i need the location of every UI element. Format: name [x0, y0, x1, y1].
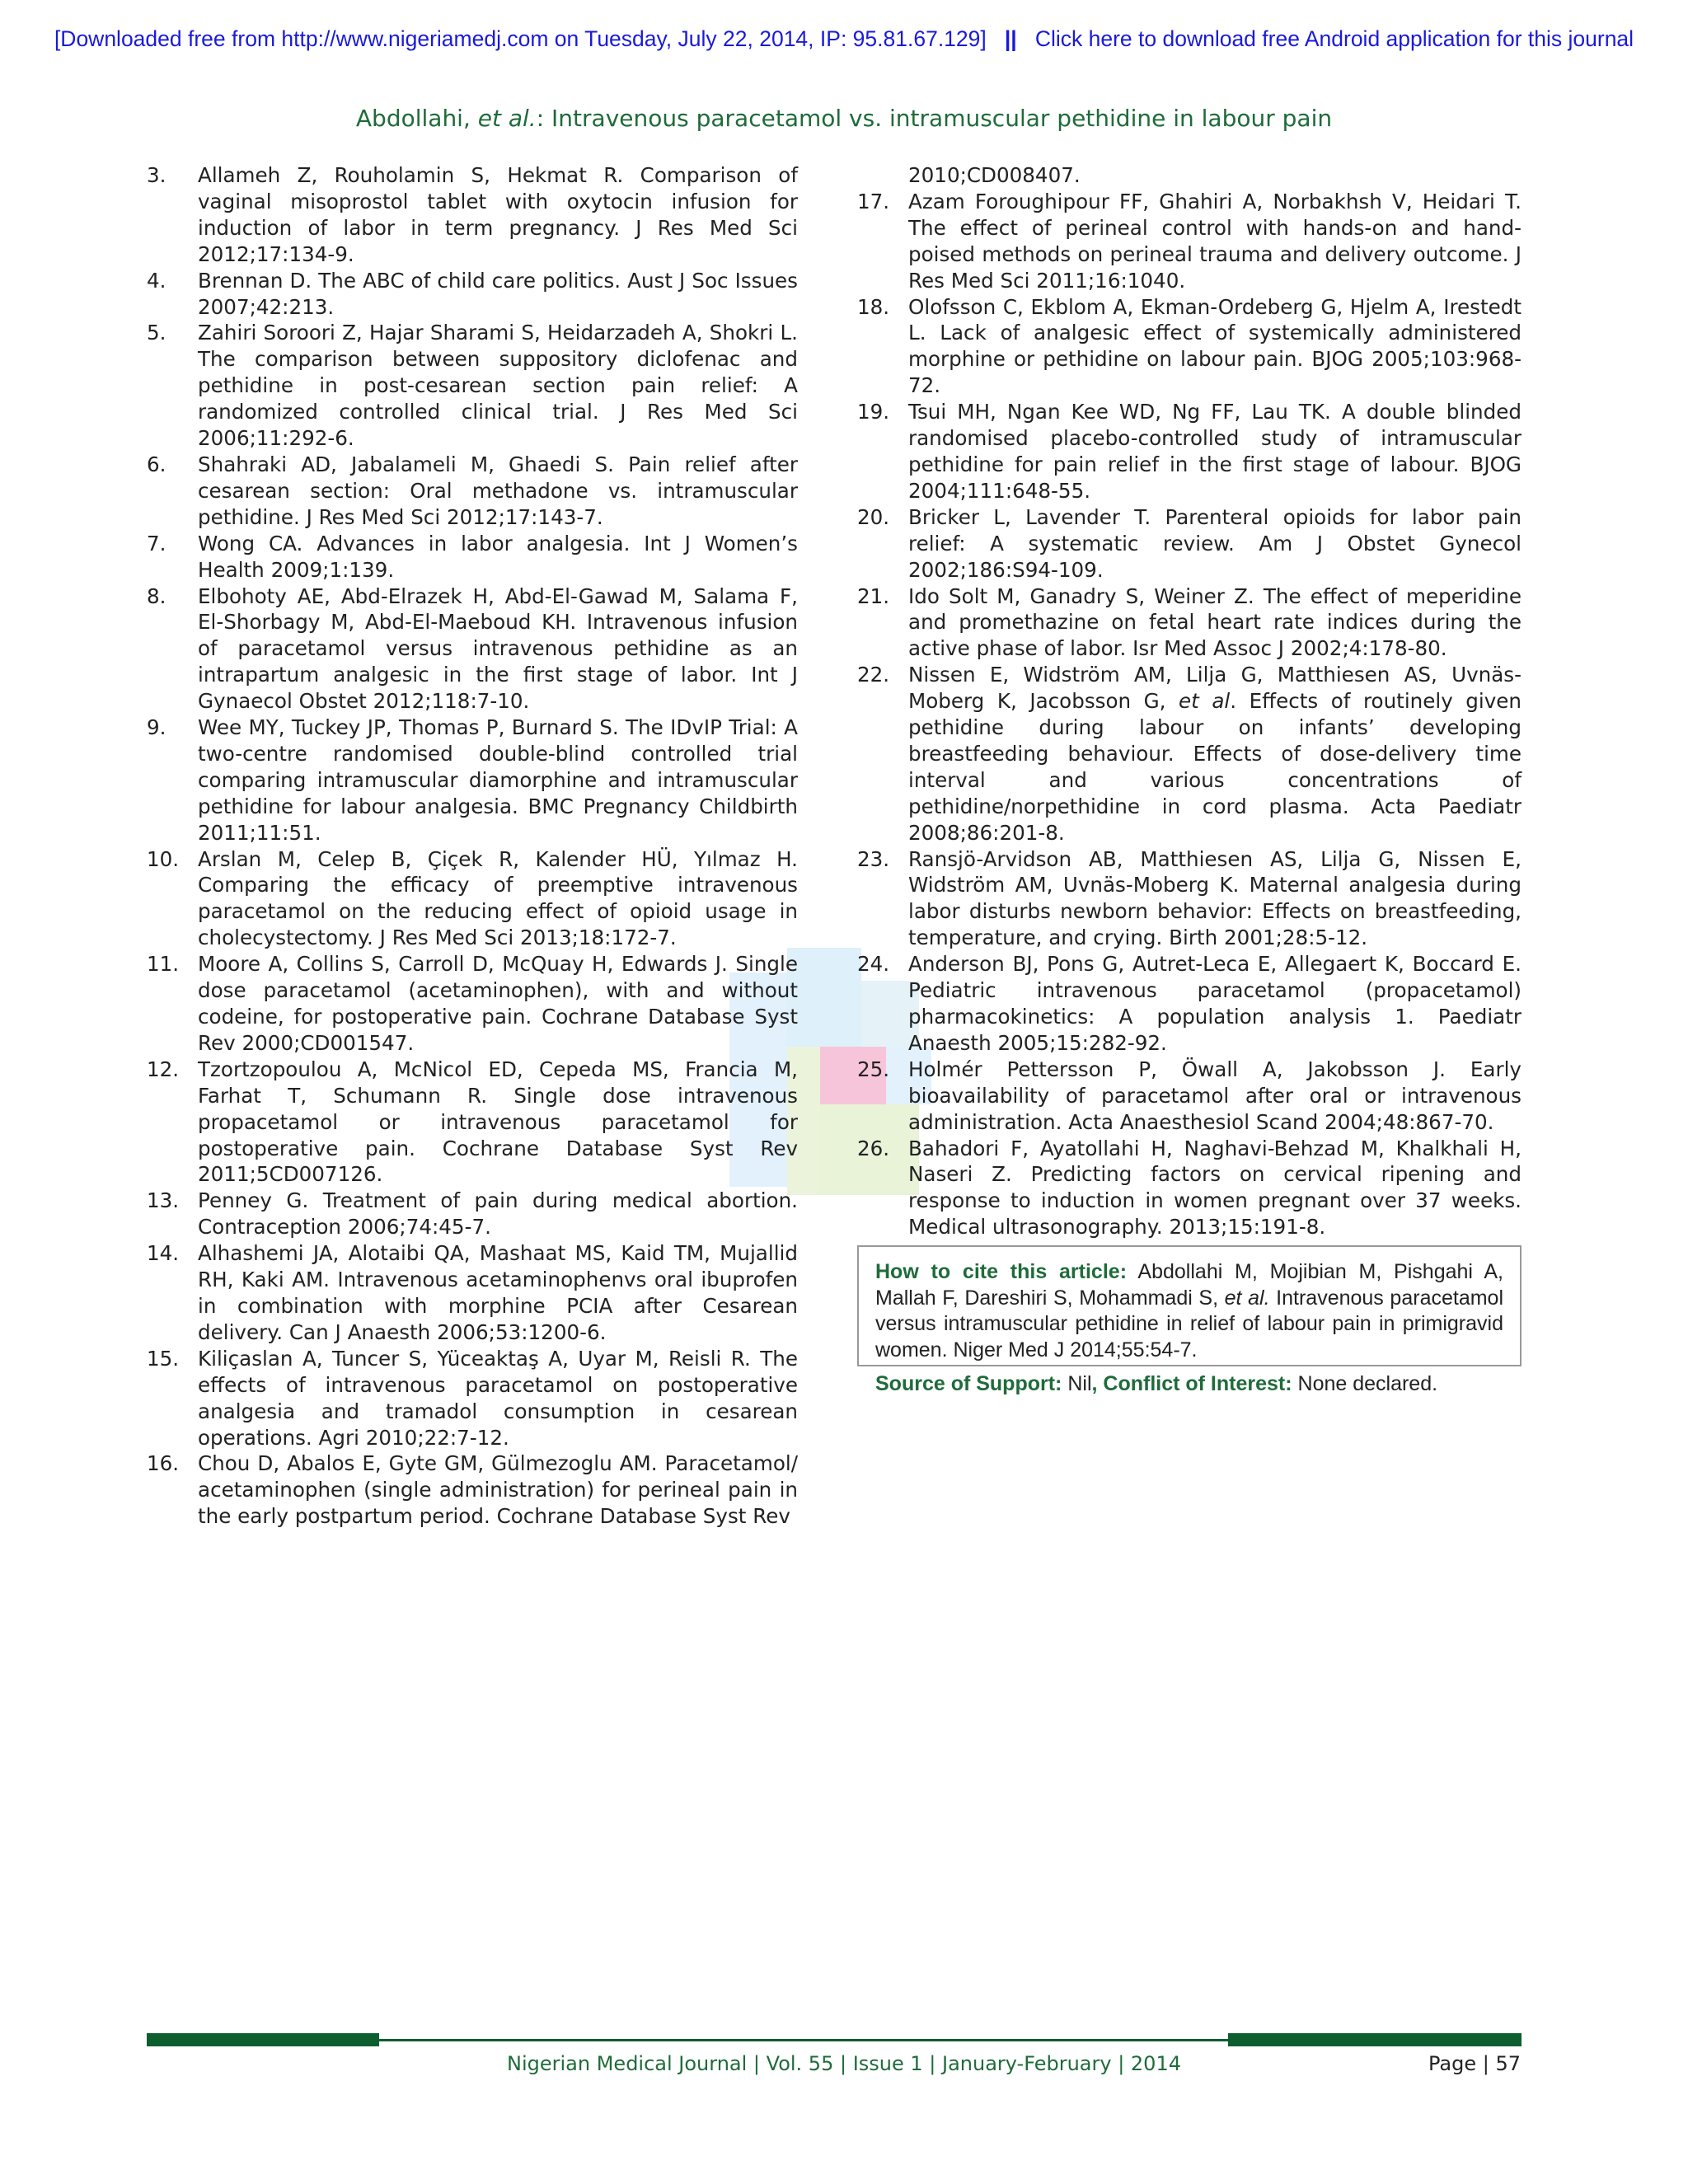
running-head	[0, 105, 1688, 132]
reference-entry	[147, 1451, 798, 1530]
reference-number: 19.	[857, 400, 890, 424]
reference-text: Arslan M, Celep B, Çiçek R, Kalender HÜ, Yılmaz H. Comparing the efficacy of preemptive intravenous paracetamol on the reducing effect of opioid usage in cholecystectomy. J Res Med Sci 2013;18:172-7.	[198, 846, 798, 950]
reference-number: 24.	[857, 952, 890, 977]
reference-text: Nissen E, Widström AM, Lilja G, Matthiesen AS, Uvnäs-Moberg K, Jacobsson G,	[908, 663, 1522, 714]
citation-paragraph	[875, 1259, 1503, 1363]
support-value: Nil	[1062, 1372, 1092, 1395]
reference-entry	[147, 951, 798, 1057]
reference-entry	[147, 846, 798, 952]
reference-entry	[857, 846, 1522, 952]
support-paragraph	[875, 1371, 1503, 1398]
footer-journal-info: Nigerian Medical Journal | Vol. 55 | Issue 1 | January-February | 2014	[507, 2052, 1181, 2075]
reference-entry	[147, 715, 798, 846]
reference-number: 25.	[857, 1057, 890, 1081]
reference-entry	[857, 504, 1522, 583]
cite-text-after: Intravenous paracetamol versus intramuscular pethidine in relief of labour pain in primigravid women. Niger Med J 2014;55:54-7.	[875, 1286, 1504, 1361]
reference-entry	[147, 1188, 798, 1240]
footer-rule-right-bar	[1228, 2033, 1522, 2046]
banner-separator: ||	[1004, 26, 1017, 51]
reference-text: Ransjö-Arvidson AB, Matthiesen AS, Lilja G, Nissen E, Widström AM, Uvnäs-Moberg K. Maternal analgesia during labor disturbs newborn behavior: Effects on breastfeeding, temperature, and crying. Birth 2001;28:5-12.	[908, 846, 1522, 950]
footer-rule	[147, 2033, 1522, 2046]
reference-text: Brennan D. The ABC of child care politics. Aust J Soc Issues 2007;42:213.	[198, 268, 798, 319]
running-head-authors: Abdollahi,	[355, 105, 478, 132]
reference-entry	[147, 1240, 798, 1346]
conflict-label: Conflict of Interest:	[1097, 1372, 1292, 1395]
reference-entry	[857, 583, 1522, 663]
reference-entry	[857, 662, 1522, 846]
reference-entry	[147, 268, 798, 321]
reference-number: 13.	[147, 1188, 180, 1213]
reference-text: Penney G. Treatment of pain during medical abortion. Contraception 2006;74:45-7.	[198, 1188, 798, 1240]
reference-entry	[147, 1057, 798, 1188]
reference-number: 21.	[857, 583, 890, 608]
reference-text: Wong CA. Advances in labor analgesia. Int J Women’s Health 2009;1:139.	[198, 531, 798, 582]
reference-number: 26.	[857, 1136, 890, 1160]
reference-number: 9.	[147, 715, 166, 740]
reference-entry	[857, 1057, 1522, 1136]
reference-entry	[147, 531, 798, 583]
reference-text: Bahadori F, Ayatollahi H, Naghavi-Behzad M, Khalkhali H, Naseri Z. Predicting factors on cervical ripening and response to induction in women pregnant over 37 weeks. Medical ultrasonography. 2013;15:191-8.	[908, 1136, 1522, 1240]
reference-text: Ido Solt M, Ganadry S, Weiner Z. The effect of meperidine and promethazine on fetal heart rate indices during the active phase of labor. Isr Med Assoc J 2002;4:178-80.	[908, 583, 1522, 661]
download-info-link[interactable]: [Downloaded free from http://www.nigeriamedj.com on Tuesday, July 22, 2014, IP: 95.81.67.129]	[54, 26, 987, 51]
reference-number: 11.	[147, 952, 180, 977]
android-app-link[interactable]: Click here to download free Android application for this journal	[1034, 26, 1634, 51]
support-label: Source of Support:	[875, 1372, 1062, 1395]
reference-entry	[147, 1346, 798, 1451]
reference-number: 6.	[147, 452, 166, 476]
reference-number: 14.	[147, 1241, 180, 1266]
reference-number: 15.	[147, 1346, 180, 1371]
cite-label: How to cite this article:	[875, 1260, 1128, 1283]
reference-entry	[857, 399, 1522, 504]
reference-entry	[147, 162, 798, 268]
reference-entry	[857, 1136, 1522, 1241]
download-banner[interactable]	[0, 26, 1688, 52]
reference-entry	[857, 189, 1522, 294]
reference-number: 4.	[147, 268, 166, 293]
reference-number: 16.	[147, 1451, 180, 1476]
reference-entry	[147, 583, 798, 715]
reference-text: 2010;CD008407.	[908, 163, 1081, 187]
reference-text: Bricker L, Lavender T. Parenteral opioids for labor pain relief: A systematic review. Am J Obstet Gynecol 2002;186:S94-109.	[908, 504, 1522, 582]
reference-text: Olofsson C, Ekblom A, Ekman-Ordeberg G, Hjelm A, Irestedt L. Lack of analgesic effect of systemically administered morphine or pethidine on labour pain. BJOG 2005;103:968-72.	[908, 294, 1522, 398]
running-head-title: : Intravenous paracetamol vs. intramuscular pethidine in labour pain	[536, 105, 1333, 132]
references-left-column	[147, 162, 798, 1530]
reference-text: Chou D, Abalos E, Gyte GM, Gülmezoglu AM. Paracetamol/ acetaminophen (single administration) for perineal pain in the early postpartum period. Cochrane Database Syst Rev	[198, 1451, 798, 1529]
reference-text: Zahiri Soroori Z, Hajar Sharami S, Heidarzadeh A, Shokri L. The comparison between suppository diclofenac and pethidine in post-cesarean section pain relief: A randomized controlled clinical trial. J Res Med Sci 2006;11:292-6.	[198, 321, 798, 451]
cite-text-before: Abdollahi M, Mojibian M, Pishgahi A, Mallah F, Dareshiri S, Mohammadi S,	[875, 1260, 1503, 1310]
reference-text: Alhashemi JA, Alotaibi QA, Mashaat MS, Kaid TM, Mujallid RH, Kaki AM. Intravenous acetaminophenvs oral ibuprofen in combination with morphine PCIA after Cesarean delivery. Can J Anaesth 2006;53:1200-6.	[198, 1241, 798, 1344]
reference-entry	[857, 294, 1522, 400]
reference-text: Tsui MH, Ngan Kee WD, Ng FF, Lau TK. A double blinded randomised placebo-controlled study of intramuscular pethidine for pain relief in the first stage of labour. BJOG 2004;111:648-55.	[908, 400, 1522, 503]
reference-entry	[147, 452, 798, 531]
reference-etal: et al	[1179, 689, 1231, 714]
reference-entry	[147, 320, 798, 452]
reference-number: 8.	[147, 583, 166, 608]
reference-text: Kiliçaslan A, Tuncer S, Yüceaktaş A, Uyar M, Reisli R. The effects of intravenous paracetamol on postoperative analgesia and tramadol consumption in cesarean operations. Agri 2010;22:7-12.	[198, 1346, 798, 1450]
reference-number: 18.	[857, 294, 890, 319]
running-head-etal: et al.	[477, 105, 537, 132]
reference-number: 23.	[857, 846, 890, 871]
footer-rule-left-bar	[147, 2033, 379, 2046]
how-to-cite-box	[857, 1245, 1522, 1395]
reference-text: . Effects of routinely given pethidine during labour on infants’ developing breastfeeding behaviour. Effects of dose-delivery time interval and various concentrations of pethidine/norpethidine in cord plasma. Acta Paediatr 2008;86:201-8.	[908, 689, 1522, 845]
reference-text: Shahraki AD, Jabalameli M, Ghaedi S. Pain relief after cesarean section: Oral methadone vs. intramuscular pethidine. J Res Med Sci 2012;17:143-7.	[198, 452, 798, 529]
reference-number: 3.	[147, 163, 166, 187]
conflict-value: None declared.	[1292, 1372, 1438, 1395]
reference-text: Wee MY, Tuckey JP, Thomas P, Burnard S. The IDvIP Trial: A two-centre randomised double-blind controlled trial comparing intramuscular diamorphine and intramuscular pethidine for labour analgesia. BMC Pregnancy Childbirth 2011;11:51.	[198, 715, 798, 845]
reference-entry	[857, 162, 1522, 189]
reference-number: 17.	[857, 189, 890, 213]
reference-number: 12.	[147, 1057, 180, 1081]
page-number: Page | 57	[1428, 2052, 1521, 2075]
reference-text: Holmér Pettersson P, Öwall A, Jakobsson J. Early bioavailability of paracetamol after oral or intravenous administration. Acta Anaesthesiol Scand 2004;48:867-70.	[908, 1057, 1522, 1134]
reference-entry	[857, 951, 1522, 1057]
reference-number: 5.	[147, 321, 166, 345]
reference-number: 10.	[147, 846, 180, 871]
support-comma: ,	[1091, 1372, 1098, 1395]
reference-text: Allameh Z, Rouholamin S, Hekmat R. Comparison of vaginal misoprostol tablet with oxytocin infusion for induction of labor in term pregnancy. J Res Med Sci 2012;17:134-9.	[198, 163, 798, 266]
reference-text: Elbohoty AE, Abd-Elrazek H, Abd-El-Gawad M, Salama F, El-Shorbagy M, Abd-El-Maeboud KH. Intravenous infusion of paracetamol versus intravenous pethidine as an intrapartum analgesic in the first stage of labor. Int J Gynaecol Obstet 2012;118:7-10.	[198, 583, 798, 714]
reference-number: 7.	[147, 531, 166, 555]
reference-text: Anderson BJ, Pons G, Autret-Leca E, Allegaert K, Boccard E. Pediatric intravenous paracetamol (propacetamol) pharmacokinetics: A population analysis 1. Paediatr Anaesth 2005;15:282-92.	[908, 952, 1522, 1055]
reference-number: 20.	[857, 504, 890, 529]
reference-text: Azam Foroughipour FF, Ghahiri A, Norbakhsh V, Heidari T. The effect of perineal control with hands-on and hand-poised methods on perineal trauma and delivery outcome. J Res Med Sci 2011;16:1040.	[908, 189, 1522, 293]
reference-number: 22.	[857, 663, 890, 687]
reference-text: Tzortzopoulou A, McNicol ED, Cepeda MS, Francia M, Farhat T, Schumann R. Single dose intravenous propacetamol or intravenous paracetamol for postoperative pain. Cochrane Database Syst Rev 2011;5CD007126.	[198, 1057, 798, 1187]
references-right-column	[857, 162, 1522, 1240]
cite-etal: et al.	[1224, 1286, 1270, 1310]
reference-text: Moore A, Collins S, Carroll D, McQuay H, Edwards J. Single dose paracetamol (acetaminophen), with and without codeine, for postoperative pain. Cochrane Database Syst Rev 2000;CD001547.	[198, 952, 798, 1055]
